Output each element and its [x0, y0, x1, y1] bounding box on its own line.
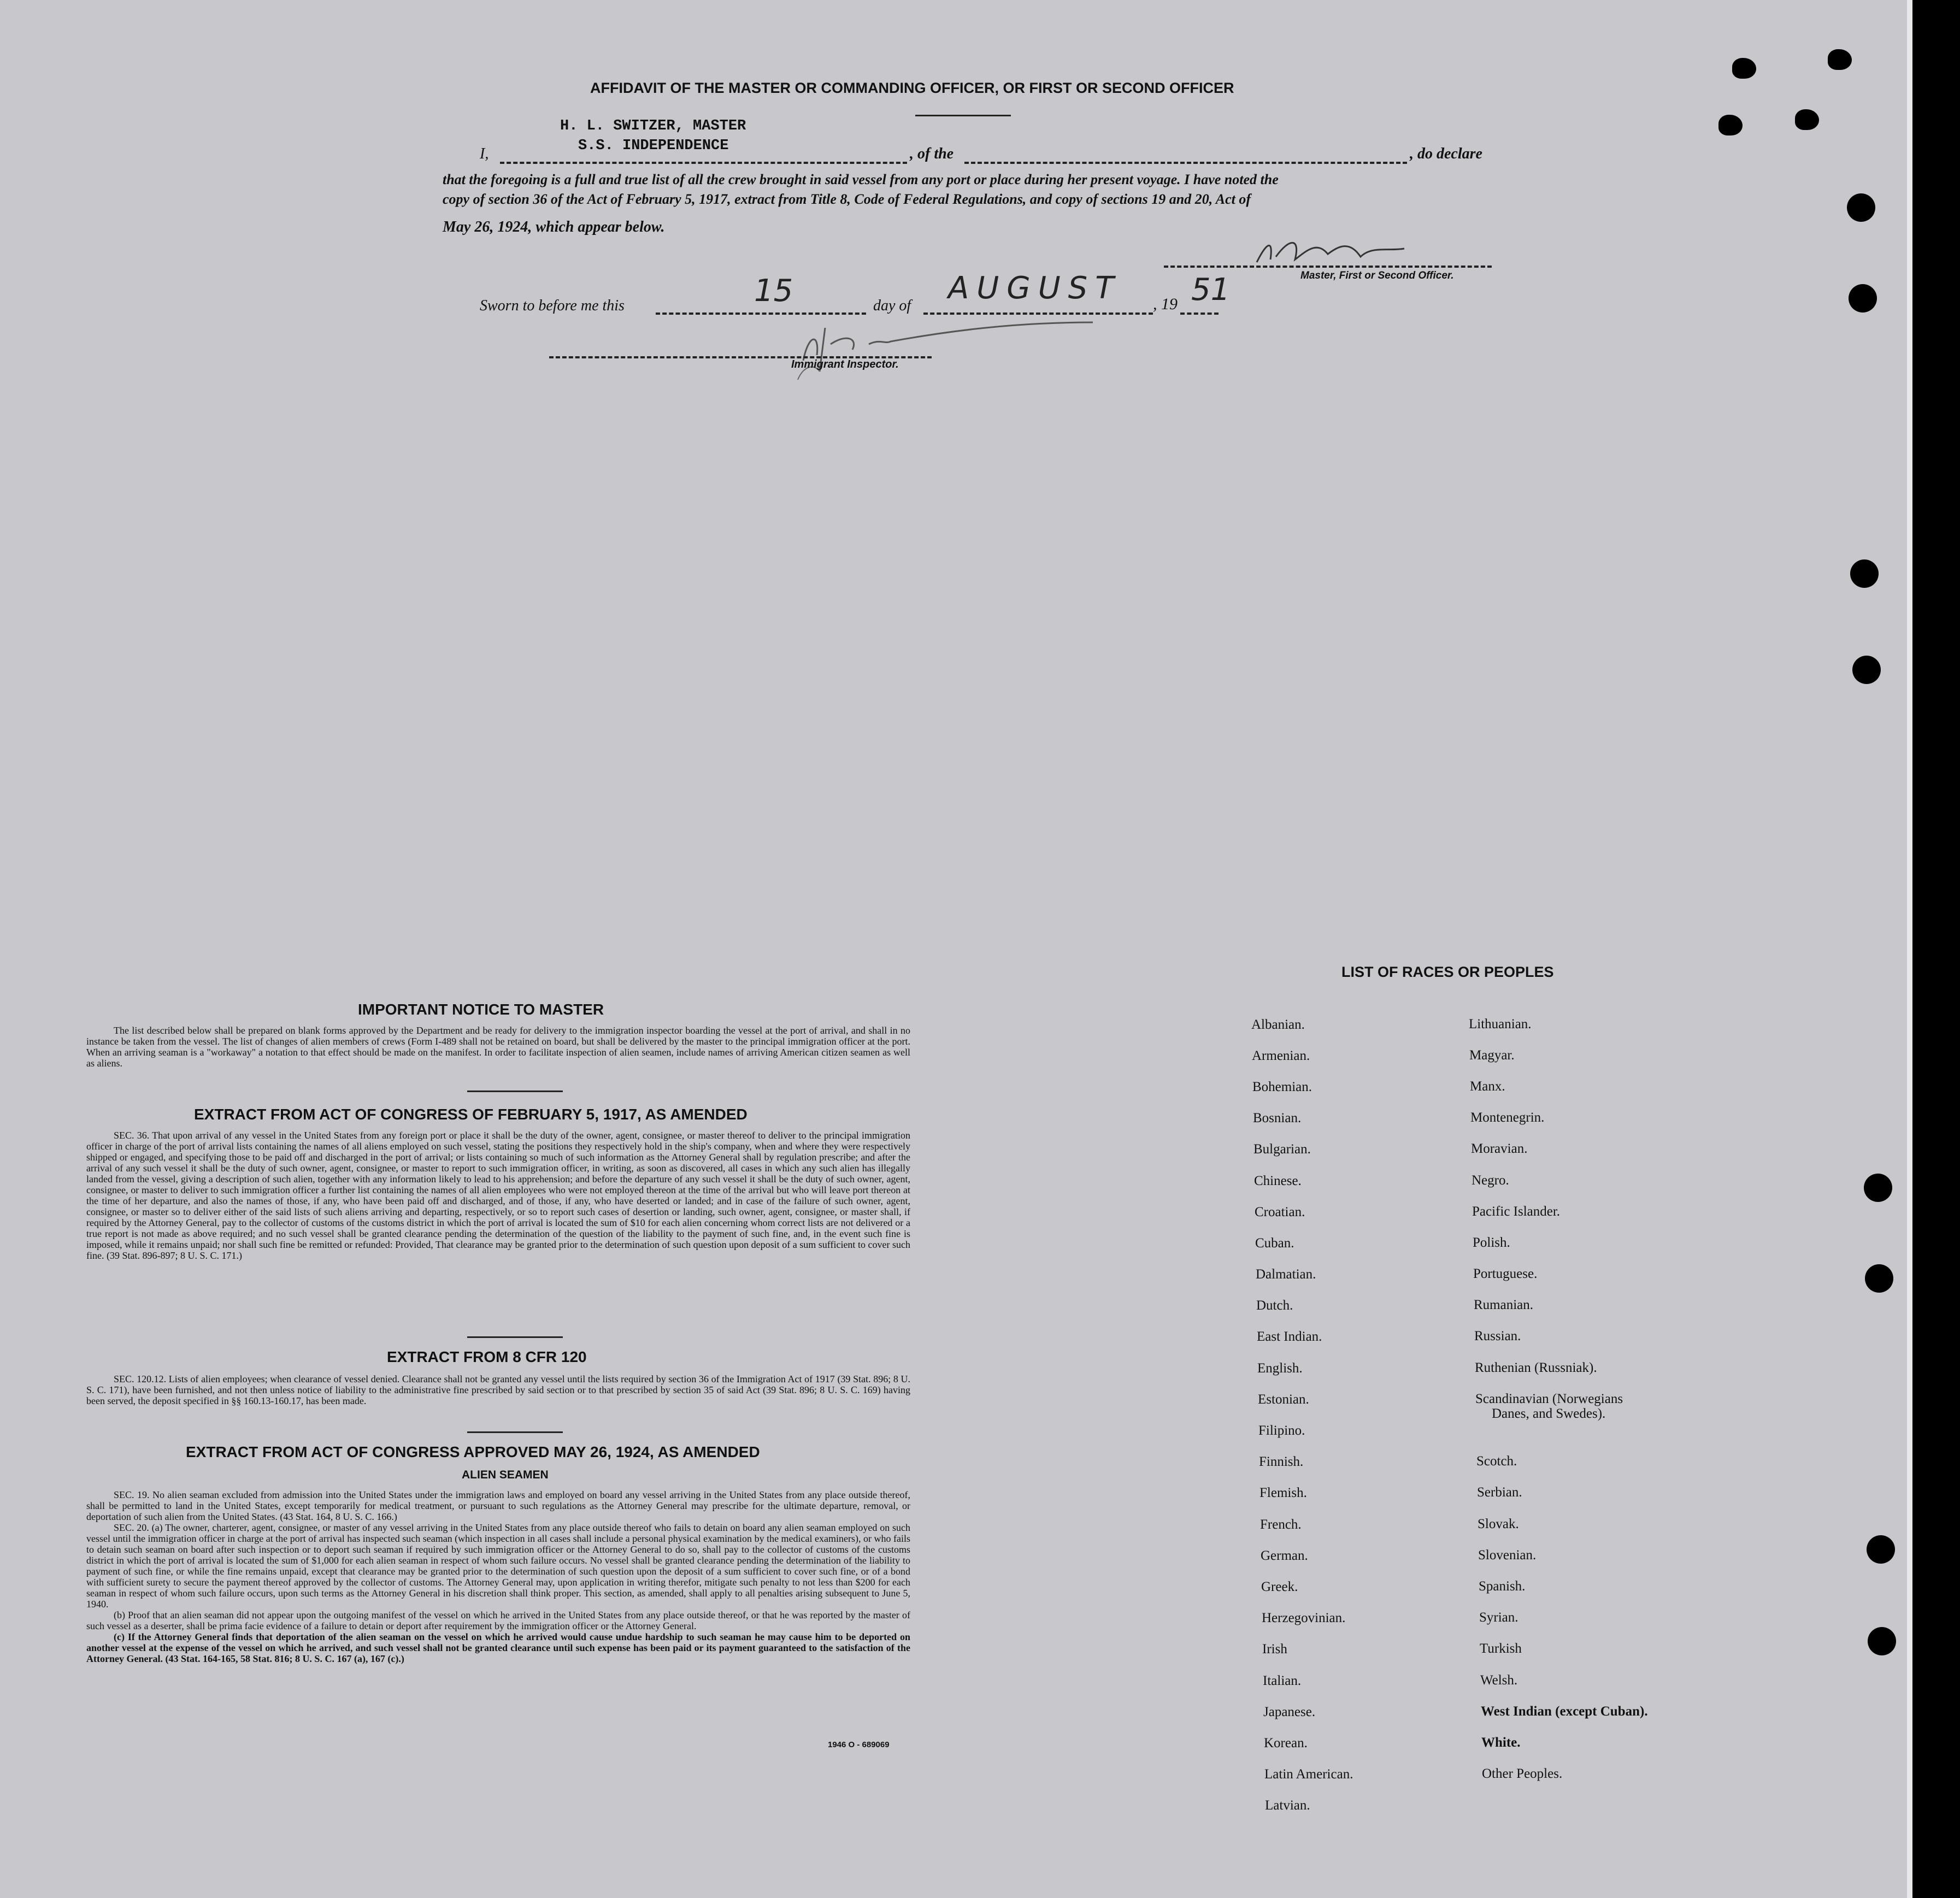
section-20b-paragraph: (b) Proof that an alien seaman did not appear upon the outgoing manifest of the vessel on which he arrived in the United States from any place outside thereof, or that he was reported by the master of such vessel as a deserter, shall be prima facie evidence of a failure to detain or deport after requirement by the immigration officer or the Attorney General.	[86, 1610, 910, 1631]
punch-hole	[1865, 1264, 1893, 1293]
punch-hole	[1864, 1174, 1892, 1202]
of-the-label: , of the	[910, 145, 954, 162]
race-item: Rumanian.	[1474, 1298, 1534, 1312]
affidavit-line-3: copy of section 36 of the Act of February 5, 1917, extract from Title 8, Code of Federal Regulations, and copy of sections 19 and 20, Act of	[443, 191, 1251, 207]
section-20c-paragraph: (c) If the Attorney General finds that deportation of the alien seaman on the vessel on which he arrived would cause undue hardship to such seaman he may cause him to be deported on another vessel at the expense of the vessel on which he arrived, and such vessel shall not be granted clearance until such expense has been paid or its payment guaranteed to the satisfaction of the Attorney General. (43 Stat. 164-165, 58 Stat. 816; 8 U. S. C. 167 (a), 167 (c).)	[86, 1631, 910, 1664]
race-item: Serbian.	[1477, 1485, 1522, 1500]
race-item: Filipino.	[1258, 1423, 1305, 1438]
sworn-label: Sworn to before me this	[480, 297, 625, 314]
print-code: 1946 O - 689069	[828, 1740, 890, 1749]
notice-text	[86, 1025, 910, 1069]
race-item: English.	[1257, 1361, 1303, 1376]
notice-title: IMPORTANT NOTICE TO MASTER	[358, 1001, 604, 1018]
race-item: Welsh.	[1480, 1673, 1518, 1688]
race-item: Danes, and Swedes).	[1492, 1406, 1606, 1421]
race-item: White.	[1481, 1735, 1521, 1750]
affidavit-line-4: May 26, 1924, which appear below.	[443, 219, 665, 235]
extract-8cfr-text	[86, 1374, 910, 1406]
section-120-paragraph: SEC. 120.12. Lists of alien employees; when clearance of vessel denied. Clearance shall not be granted any vessel until the lists required by section 36 of the Immigration Act of 1917 (39 Stat. 896; 8 U. S. C. 171), have been furnished, and not then unless notice of liability to the administrative fine prescribed by said section or to that prescribed by section 35 of said Act (39 Stat. 896; 8 U. S. C. 169) having been served, the deposit specified in §§ 160.13-160.17, has been made.	[86, 1374, 910, 1406]
race-item: Slovak.	[1478, 1517, 1519, 1531]
race-item: Slovenian.	[1478, 1548, 1537, 1563]
race-item: Scandinavian (Norwegians	[1475, 1392, 1623, 1406]
race-item: Pacific Islander.	[1472, 1204, 1561, 1219]
race-item: Herzegovinian.	[1262, 1611, 1346, 1625]
race-item: Moravian.	[1471, 1141, 1528, 1156]
race-item: Manx.	[1470, 1079, 1505, 1094]
race-item: Flemish.	[1259, 1486, 1307, 1500]
punch-hole	[1850, 559, 1879, 588]
signature-caption: Master, First or Second Officer.	[1300, 270, 1454, 281]
race-item: Armenian.	[1252, 1048, 1310, 1063]
divider-rule	[467, 1091, 563, 1092]
extract-1924-title: EXTRACT FROM ACT OF CONGRESS APPROVED MAY 26, 1924, AS AMENDED	[186, 1443, 760, 1460]
typed-master-name: H. L. SWITZER, MASTER	[560, 118, 746, 134]
race-item: Japanese.	[1263, 1705, 1316, 1719]
race-item: Dutch.	[1256, 1298, 1293, 1313]
race-item: Scotch.	[1476, 1454, 1517, 1469]
race-item: Greek.	[1261, 1579, 1298, 1594]
race-item: Bosnian.	[1253, 1111, 1302, 1125]
race-item: Croatian.	[1255, 1205, 1305, 1219]
divider-rule	[467, 1336, 563, 1338]
race-item: Lithuanian.	[1469, 1017, 1532, 1031]
vessel-blank	[964, 162, 1407, 164]
divider-rule	[467, 1431, 563, 1433]
race-item: Estonian.	[1258, 1392, 1309, 1407]
page-edge	[1907, 0, 1912, 1898]
do-declare-label: , do declare	[1410, 145, 1482, 162]
section-20a-paragraph: SEC. 20. (a) The owner, charterer, agent, consignee, or master of any vessel arriving in the United States from any place outside thereof who fails to detain on board any alien seaman employed on such vessel until the immigration officer in charge at the port of arrival has inspected such seaman (which inspection in all cases shall include a personal physical examination by the medical examiners), or who fails to detain such seaman on board after such inspection or to deport such seaman if required by such immigration officer or the Attorney General to do so, shall pay to the collector of customs of the customs district in which the port of arrival is located the sum of $1,000 for each alien seaman in respect of whom such failure occurs. No vessel shall be granted clearance pending the determination of the liability to payment of such fine, or while the fine remains unpaid, except that clearance may be granted prior to the determination of such question upon the deposit of a sum sufficient to cover such fine, or of a bond with sufficient surety to secure the payment thereof approved by the collector of customs. The Attorney General may, upon application in writing therefor, mitigate such penalty to not less than $200 for each seaman in respect of whom such failure occurs, upon such terms as the Attorney General in his discretion shall think proper. This section, as amended, shall apply to all penalties arising subsequent to June 5, 1940.	[86, 1522, 910, 1610]
race-item: Turkish	[1480, 1641, 1522, 1656]
extract-1917-title: EXTRACT FROM ACT OF CONGRESS OF FEBRUARY 5, 1917, AS AMENDED	[194, 1106, 747, 1123]
race-item: Russian.	[1474, 1329, 1521, 1343]
race-item: Magyar.	[1469, 1048, 1515, 1063]
punch-hole	[1852, 656, 1881, 684]
punch-hole	[1867, 1535, 1895, 1564]
race-item: Italian.	[1263, 1673, 1302, 1688]
heading-rule	[915, 115, 1011, 116]
race-item: German.	[1261, 1548, 1308, 1563]
race-item: Bulgarian.	[1253, 1142, 1311, 1157]
year-prefix: , 19	[1153, 295, 1178, 313]
race-item: Spanish.	[1479, 1579, 1526, 1594]
race-item: West Indian (except Cuban).	[1481, 1704, 1648, 1719]
extract-1924-text	[86, 1489, 910, 1664]
race-item: Dalmatian.	[1256, 1267, 1316, 1282]
name-blank	[500, 162, 907, 164]
race-item: Montenegrin.	[1470, 1110, 1545, 1125]
inspector-signature	[787, 311, 1115, 382]
inspector-caption: Immigrant Inspector.	[791, 358, 899, 370]
year-blank	[1180, 313, 1219, 315]
affidavit-line-2: that the foregoing is a full and true list of all the crew brought in said vessel from any port or place during her present voyage. I have noted the	[443, 172, 1279, 187]
race-item: Irish	[1262, 1642, 1287, 1657]
ink-blot	[1795, 109, 1819, 130]
race-item: Albanian.	[1251, 1017, 1305, 1032]
extract-1917-text	[86, 1130, 910, 1261]
race-item: Chinese.	[1254, 1174, 1302, 1188]
ink-blot	[1718, 115, 1743, 135]
race-item: French.	[1260, 1517, 1302, 1532]
race-item: Negro.	[1472, 1173, 1509, 1188]
day-of-label: day of	[873, 297, 911, 314]
race-item: Cuban.	[1255, 1236, 1294, 1251]
race-item: Other Peoples.	[1482, 1766, 1563, 1781]
month-handwritten: AUGUST	[948, 270, 1122, 306]
race-item: Latin American.	[1264, 1767, 1353, 1782]
race-item: Finnish.	[1259, 1454, 1304, 1469]
race-item: Polish.	[1473, 1235, 1510, 1250]
signature-line	[1164, 266, 1492, 268]
extract-8cfr-title: EXTRACT FROM 8 CFR 120	[387, 1348, 587, 1365]
race-item: Syrian.	[1479, 1610, 1518, 1625]
section-36-paragraph: SEC. 36. That upon arrival of any vessel in the United States from any foreign port or place it shall be the duty of the owner, agent, consignee, or master thereof to deliver to the principal immigration officer in charge of the port of arrival lists containing the names of all aliens employed on such vessel, stating the positions they respectively hold in the ship's company, when and where they were respectively shipped or engaged, and specifying those to be paid off and discharged in the port of arrival; or lists containing so much of such information as the Attorney General shall by regulation prescribe; and after the arrival of any such vessel it shall be the duty of such owner, agent, consignee, or master to report to such immigration officer, in writing, as soon as discovered, all cases in which any such alien has illegally landed from the vessel, giving a description of such alien, together with any information likely to lead to his apprehension; and before the departure of any such vessel it shall be the duty of such owner, agent, consignee, or master to deliver to such immigration officer a further list containing the names of all alien employees who were not employed thereon at the time of the arrival but who will leave port thereon at the time of her departure, and also the names of those, if any, who have been paid off and discharged, and of those, if any, who have deserted or landed; and in case of the failure of such owner, agent, consignee, or master so to deliver either of the said lists of such aliens arriving and departing, respectively, or so to report such cases of desertion or landing, such owner, agent, consignee, or master shall, if required by the Attorney General, pay to the collector of customs of the customs district in which the port of arrival is located the sum of $10 for each alien concerning whom correct lists are not delivered or a true report is not made as above required; and no such vessel shall be granted clearance pending the determination of the question of the liability to the payment of such fine, and, in the event such fine is imposed, while it remains unpaid; nor shall such fine be remitted or refunded: Provided, That clearance may be granted prior to the determination of such question upon deposit of a sum sufficient to cover such fine. (39 Stat. 896-897; 8 U. S. C. 171.)	[86, 1130, 910, 1261]
day-handwritten: 15	[754, 273, 793, 309]
punch-hole	[1849, 284, 1877, 313]
i-label: I,	[480, 145, 489, 162]
alien-seamen-subtitle: ALIEN SEAMEN	[462, 1469, 549, 1481]
punch-hole	[1847, 193, 1875, 222]
race-item: East Indian.	[1257, 1329, 1322, 1344]
year-handwritten: 51	[1191, 272, 1231, 308]
punch-hole	[1868, 1627, 1896, 1655]
race-item: Latvian.	[1265, 1798, 1310, 1813]
races-title: LIST OF RACES OR PEOPLES	[1341, 964, 1554, 980]
race-item: Ruthenian (Russniak).	[1475, 1360, 1597, 1375]
typed-vessel-name: S.S. INDEPENDENCE	[578, 138, 729, 154]
notice-paragraph: The list described below shall be prepared on blank forms approved by the Department and be ready for delivery to the immigration inspector boarding the vessel at the port of arrival, and shall in no instance be taken from the vessel. The list of changes of alien members of crews (Form I-489 shall not be retained on board, but shall be delivered by the master to the principal immigration officer at the port. When an arriving seaman is a "workaway" a notation to that effect should be made on the manifest. In order to facilitate inspection of alien seamen, include names of arriving American citizen seamen as well as aliens.	[86, 1025, 910, 1069]
section-19-paragraph: SEC. 19. No alien seaman excluded from admission into the United States under the immigration laws and employed on board any vessel arriving in the United States from any place outside thereof, shall be permitted to land in the United States, except temporarily for medical treatment, or pursuant to such regulations as the Attorney General may prescribe for the ultimate departure, removal, or deportation of such alien from the United States. (43 Stat. 164, 8 U. S. C. 166.)	[86, 1489, 910, 1522]
race-item: Portuguese.	[1473, 1266, 1538, 1281]
affidavit-heading: AFFIDAVIT OF THE MASTER OR COMMANDING OFFICER, OR FIRST OR SECOND OFFICER	[590, 80, 1234, 96]
race-item: Korean.	[1264, 1736, 1308, 1750]
ink-blot	[1732, 58, 1756, 79]
ink-blot	[1828, 49, 1852, 70]
race-item: Bohemian.	[1252, 1080, 1312, 1094]
